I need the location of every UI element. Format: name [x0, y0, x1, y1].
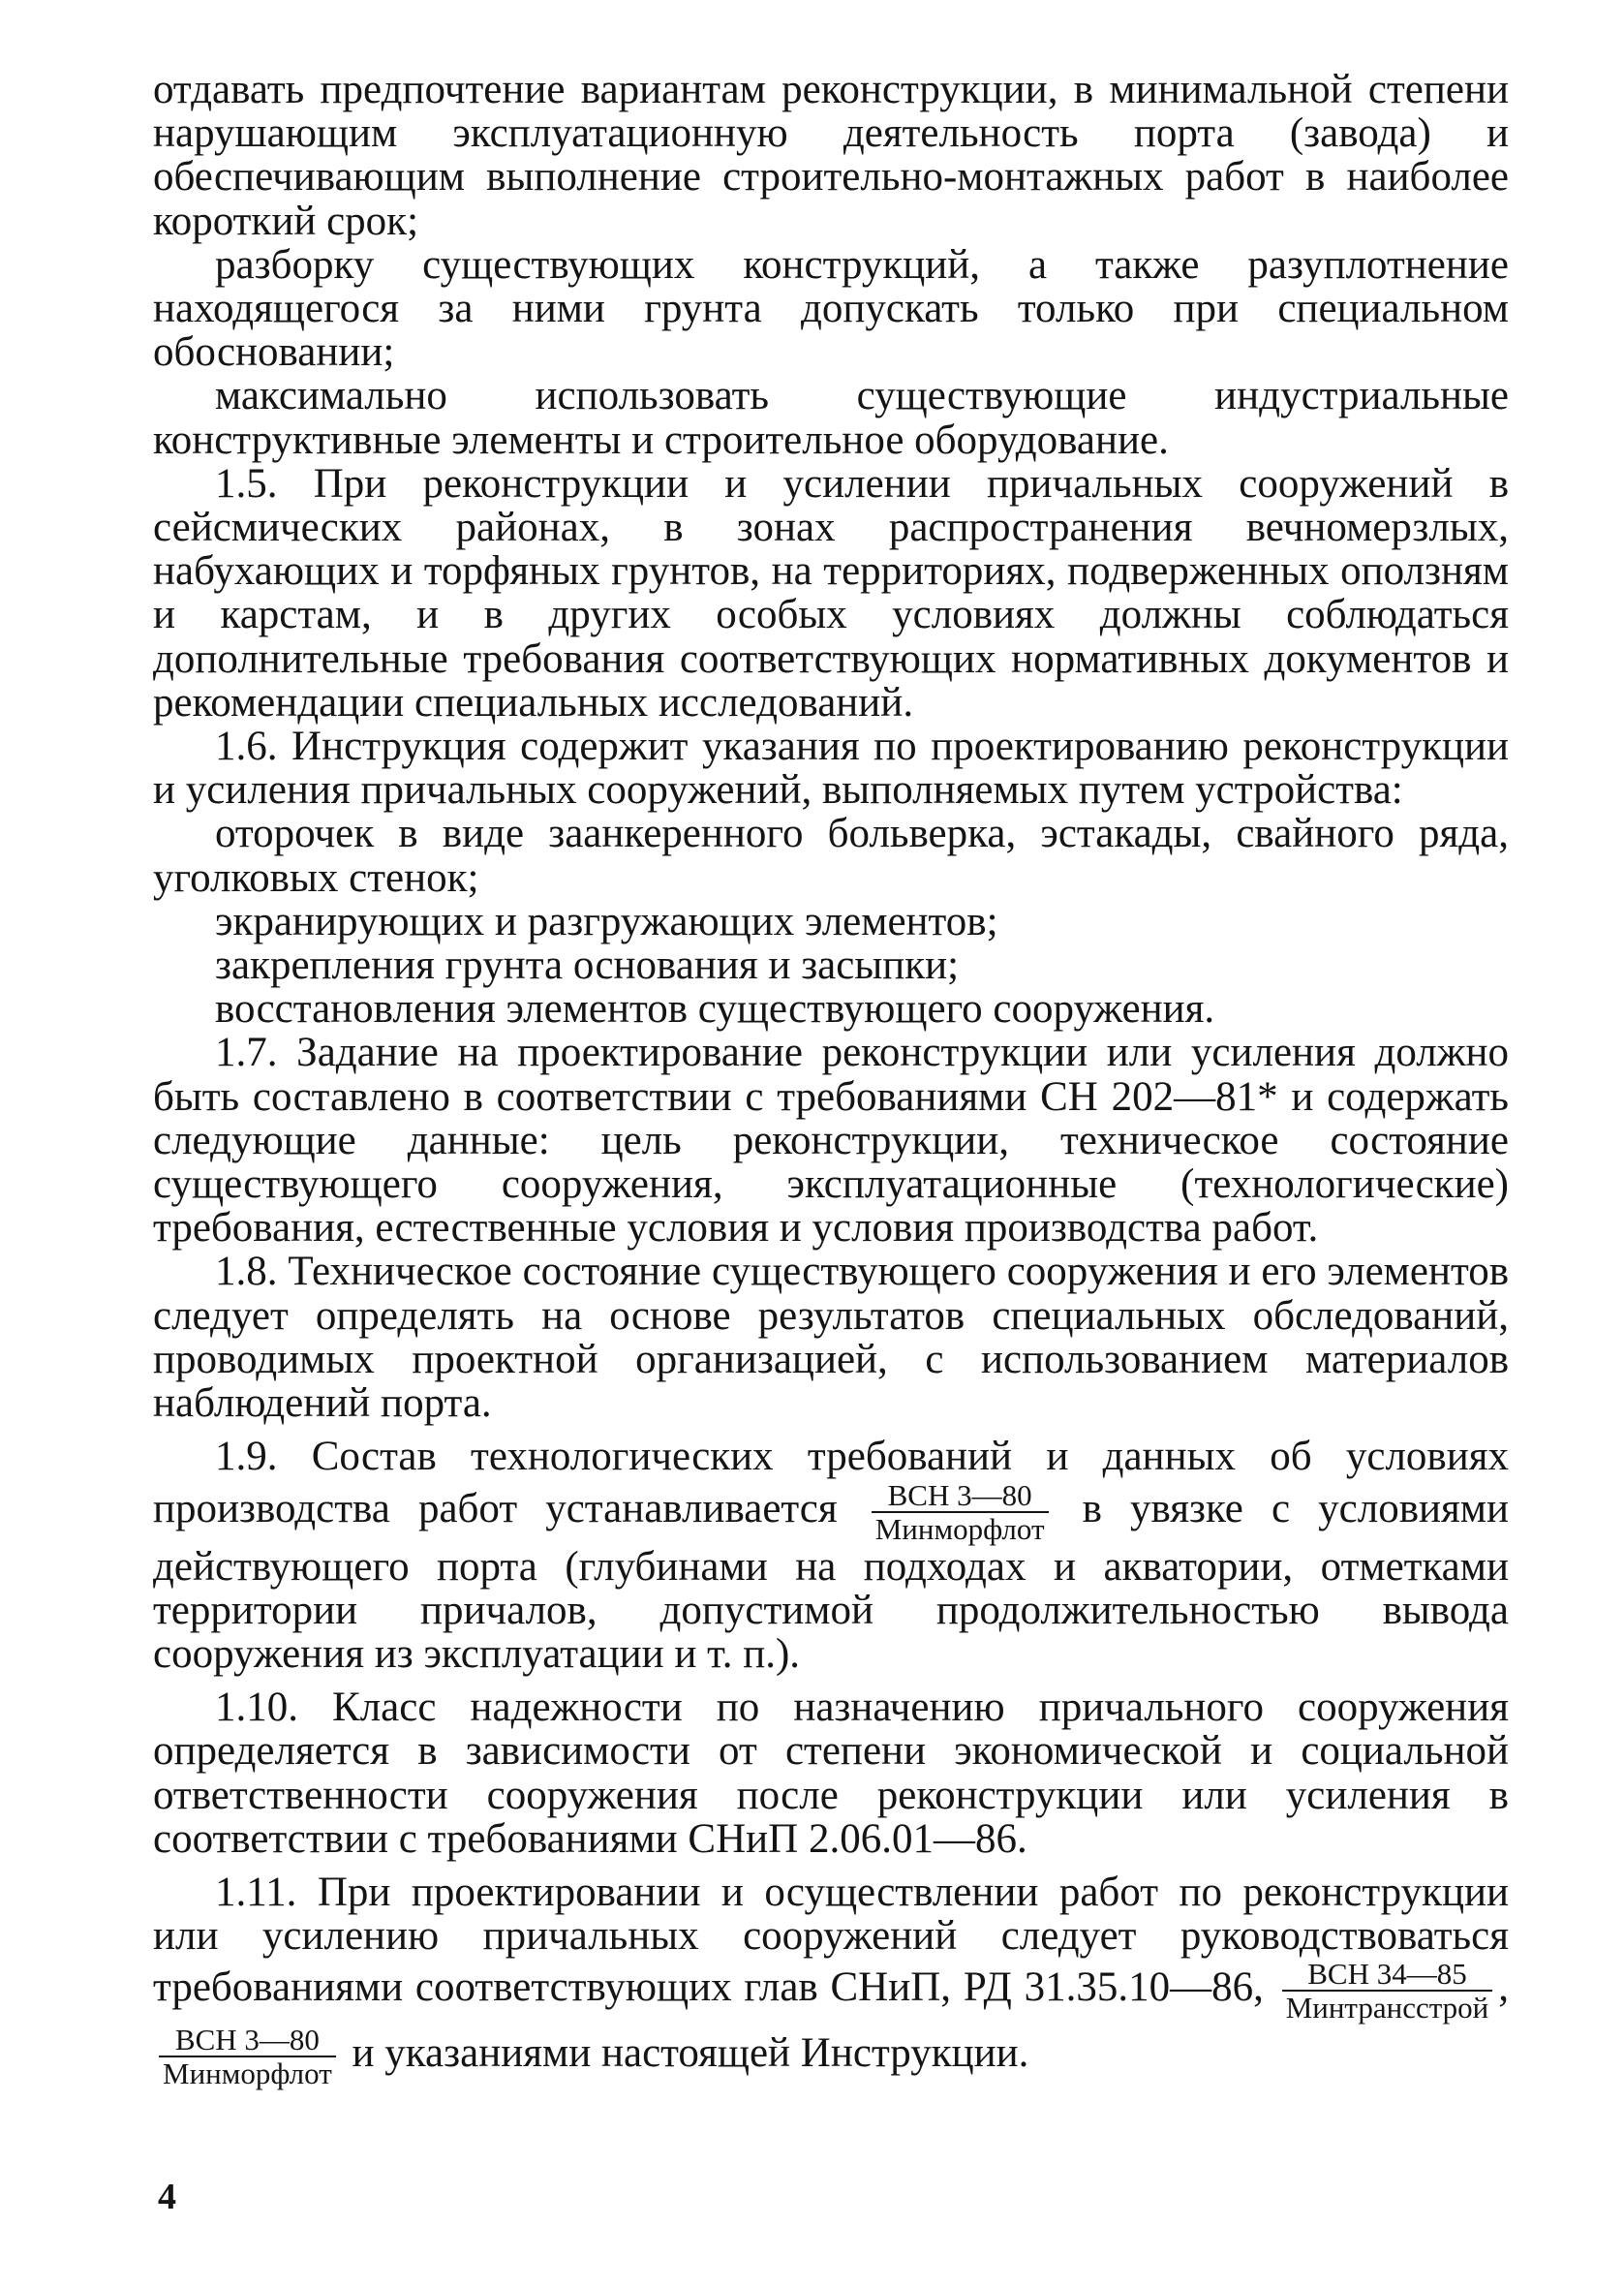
paragraph: максимально использовать существующие индустриальные конструктивные элементы и строительное оборудование. [153, 373, 1509, 463]
paragraph: оторочек в виде заанкеренного больверка, эстакады, свайного ряда, уголковых стенок; [153, 811, 1509, 901]
fraction-denominator: Минтрансстрой [1285, 1991, 1489, 2025]
paragraph: отдавать предпочтение вариантам реконструкции, в минимальной степени нарушающим эксплуатационную деятельность порта (завода) и обеспечивающим выполнение строительно-монтажных работ в наиболее короткий срок; [153, 67, 1509, 244]
fraction-denominator: Минморфлот [163, 2056, 332, 2091]
paragraph: экранирующих и разгружающих элементов; [215, 898, 998, 944]
fraction-vsn-3-80 [872, 1479, 1049, 1545]
paragraph: закрепления грунта основания и засыпки; [215, 943, 960, 989]
paragraph-1-9 [153, 1435, 1509, 1676]
page-number: 4 [158, 2177, 176, 2217]
paragraph-text: и указаниями настоящей Инструкции. [352, 2030, 1029, 2077]
fraction-numerator: ВСН 3—80 [159, 2024, 336, 2057]
fraction-vsn-34-85 [1282, 1958, 1493, 2024]
fraction-numerator: ВСН 3—80 [872, 1479, 1049, 1513]
fraction-denominator: Минморфлот [874, 1511, 1045, 1546]
paragraph: 1.8. Техническое состояние существующего сооружения и его элементов следует определять на основе результатов специальных обследований, проводимых проектной организацией, с использованием материалов наблюдений порта. [153, 1249, 1509, 1427]
paragraph: разборку существующих конструкций, а также разуплотнение находящегося за ними грунта допускать только при специальном обосновании; [153, 241, 1509, 376]
paragraph: 1.6. Инструкция содержит указания по проектированию реконструкции и усиления причальных сооружений, выполняемых путем устройства: [153, 724, 1509, 814]
paragraph: восстановления элементов существующего сооружения. [215, 986, 1215, 1033]
paragraph-1-10: 1.10. Класс надежности по назначению причального сооружения определяется в зависимости от степени экономической и социальной ответственности сооружения после реконструкции или усиления в соответствии с требованиями СНиП 2.06.01—86. [153, 1685, 1509, 1862]
body-text [153, 68, 1509, 2089]
fraction-vsn-3-80 [159, 2024, 336, 2089]
paragraph-1-11 [153, 1871, 1509, 2089]
paragraph-text: 1.11. При проектировании и осуществлении работ по реконструкции или усилению причальных сооружений следует руководствоваться требованиями соответствующих глав СНиП, РД 31.35.10—86, [153, 1869, 1509, 2011]
paragraph-text: в увязке с условиями действующего порта (глубинами на подходах и акватории, отметками территории причалов, допустимой продолжительностью вывода сооружения из эксплуатации и т. п.). [153, 1485, 1510, 1677]
fraction-numerator: ВСН 34—85 [1282, 1958, 1493, 1992]
paragraph-text: 1.9. Состав технологических требований и данных об условиях производства работ устанавливается [153, 1434, 1509, 1531]
separator: , [1498, 1964, 1509, 2011]
paragraph: 1.5. При реконструкции и усилении причальных сооружений в сейсмических районах, в зонах распространения вечномерзлых, набухающих и торфяных грунтов, на территориях, подверженных оползням и карстам, и в других особых условиях должны соблюдаться дополнительные требования соответствующих нормативных документов и рекомендации специальных исследований. [153, 460, 1509, 726]
paragraph: 1.7. Задание на проектирование реконструкции или усиления должно быть составлено в соответствии с требованиями СН 202—81* и содержать следующие данные: цель реконструкции, техническое состояние существующего сооружения, эксплуатационные (технологические) требования, естественные условия и условия производства работ. [153, 1030, 1509, 1252]
